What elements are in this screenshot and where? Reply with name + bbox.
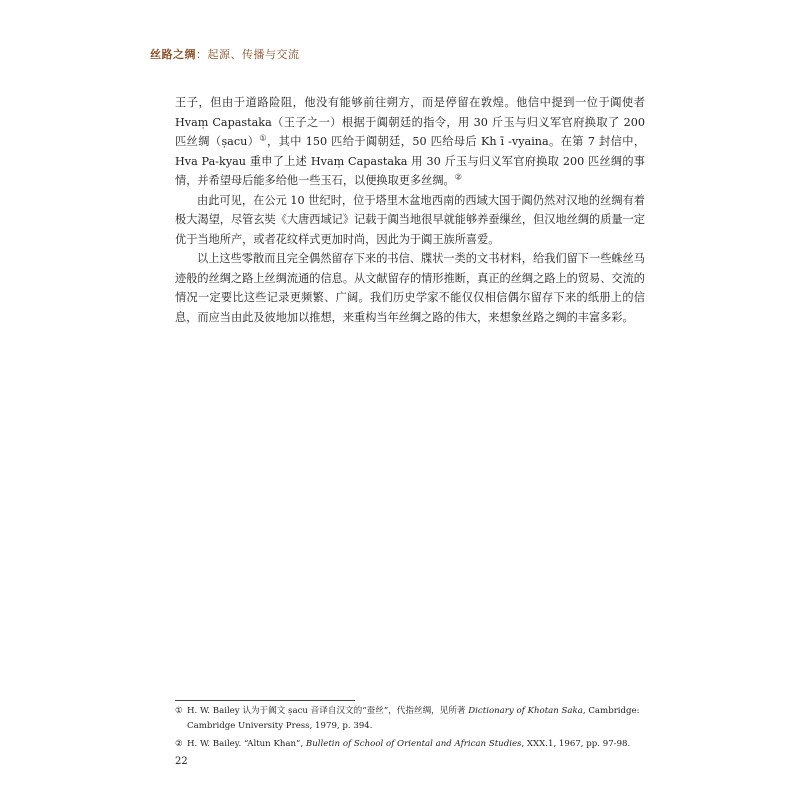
page-number: 22 [175,756,188,767]
footnote-2 [175,737,645,752]
footnote-divider [175,700,355,701]
paragraph-1 [175,93,645,191]
footnote-2-text [187,737,645,752]
footnote-2-text-b: , XXX.1, 1967, pp. 97-98. [521,739,631,749]
footnote-mark-1: ① [259,133,267,143]
footnotes [175,704,645,755]
footnote-2-text-a: H. W. Bailey. “Altun Khan”, [187,739,306,749]
footnote-mark-2: ② [454,172,462,182]
paragraph-2: 由此可见，在公元 10 世纪时，位于塔里木盆地西南的西域大国于阗仍然对汉地的丝绸有着极大渴望，尽管玄奘《大唐西域记》记载于阗当地很早就能够养蚕缫丝，但汉地丝绸的质量一定优于当地所产，或者花纹样式更加时尚，因此为于阗王族所喜爱。 [175,193,645,246]
footnote-1 [175,704,645,734]
footnote-2-number: ② [175,739,183,749]
running-header [150,46,300,62]
main-text [175,93,645,327]
paragraph-1-text-a: 王子，但由于道路险阻，他没有能够前往朔方，而是停留在敦煌。他信中提到一位于阗使者 Hvaṃ Capastaka（王子之一）根据于阗朝廷的指令，用 30 斤玉与归义军官府换取了 200 匹丝绸（ṣacu） [175,96,645,148]
footnote-1-work-title: Dictionary of Khotan Saka [468,706,583,716]
paragraph-1-text-b: ，其中 150 匹给于阗朝廷，50 匹给母后 Kh ī -vyaina。在第 7 封信中，Hva Pa-kyau 重申了上述 Hvaṃ Capastaka 用 30 斤玉与归义军官府换取 200 匹丝绸的事情，并希望母后能多给他一些玉石，以便换取更多丝绸。 [175,135,646,187]
footnote-1-text-a: H. W. Bailey 认为于阗文 ṣacu 音译自汉文的“蚕丝”，代指丝绸，见所著 [187,706,469,716]
footnote-1-number: ① [175,706,183,716]
footnote-2-work-title: Bulletin of School of Oriental and African Studies [305,739,522,749]
footnote-1-text [187,704,645,734]
footnote-1-text-b: , Cambridge: Cambridge University Press, 1979, p. 394. [187,706,640,731]
series-title: 丝路之绸 [150,48,196,61]
paragraph-3: 以上这些零散而且完全偶然留存下来的书信、牒状一类的文书材料，给我们留下一些蛛丝马迹般的丝绸之路上丝绸流通的信息。从文献留存的情形推断，真正的丝绸之路上的贸易、交流的情况一定要比这些记录更频繁、广阔。我们历史学家不能仅仅相信偶尔留存下来的纸册上的信息，而应当由此及彼地加以推想，来重构当年丝绸之路的伟大，来想象丝路之绸的丰富多彩。 [175,252,645,324]
chapter-subtitle: ：起源、传播与交流 [196,48,300,61]
